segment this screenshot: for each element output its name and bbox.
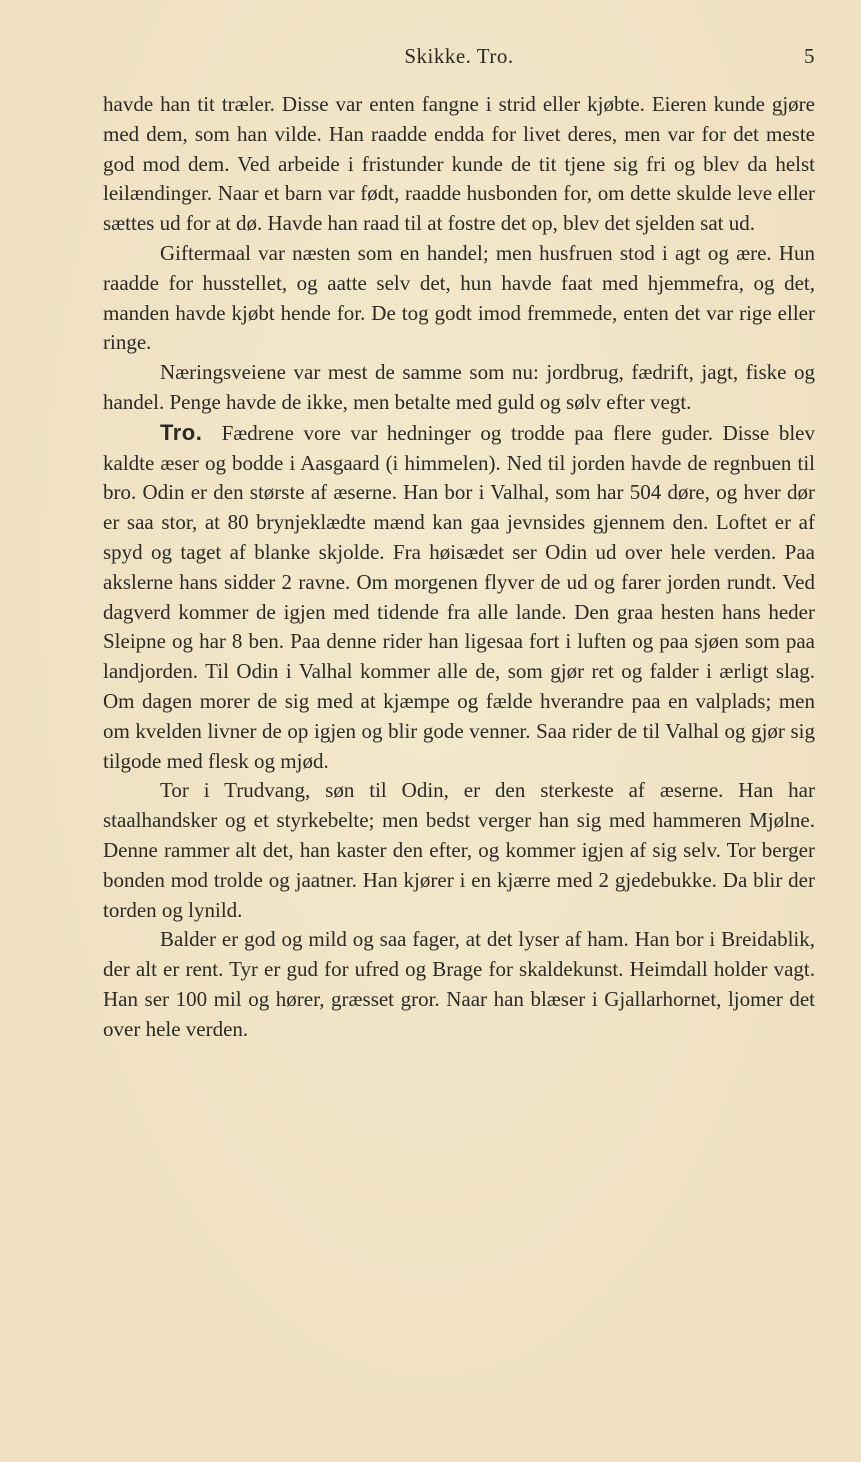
page-number: 5 bbox=[804, 44, 815, 68]
paragraph-livelihood: Næringsveiene var mest de samme som nu: jordbrug, fædrift, jagt, fiske og handel. Penge havde de ikke, men betalte med guld og sølv efter vegt. bbox=[103, 360, 815, 414]
paragraph-marriage: Giftermaal var næsten som en handel; men husfruen stod i agt og ære. Hun raadde for husstellet, og aatte selv det, hun havde faat med hjemmefra, og det, manden havde kjøbt hende for. De tog godt imod fremmede, enten det var rige eller ringe. bbox=[103, 240, 815, 355]
paragraph-faith-text: Fædrene vore var hedninger og trodde paa flere guder. Disse blev kaldte æser og bodde i Aasgaard (i himmelen). Ned til jorden havde de regnbuen til bro. Odin er den største af æserne. Han bor i Valhal, som har 504 døre, og hver dør er saa stor, at 80 brynjeklædte mænd kan gaa jevnsides gjennem den. Loftet er af spyd og taget af blanke skjolde. Fra høisædet ser Odin ud over hele verden. Paa akslerne hans sidder 2 ravne. Om morgenen flyver de ud og farer jorden rundt. Ved dagverd kommer de igjen med tidende fra alle lande. Den graa hesten hans heder Sleipne og har 8 ben. Paa denne rider han ligesaa fort i luften og paa sjøen som paa landjorden. Til Odin i Valhal kommer alle de, som gjør ret og falder i ærligt slag. Om dagen morer de sig med at kjæmpe og fælde hverandre paa en valplads; men om kvelden livner de op igjen og blir gode venner. Saa rider de til Valhal og gjør sig tilgode med flesk og mjød. bbox=[103, 420, 816, 773]
paragraph-thralls: havde han tit træler. Disse var enten fangne i strid eller kjøbte. Eieren kunde gjøre med dem, som han vilde. Han raadde endda for livet deres, men var for det meste god mod dem. Ved arbeide i fristunder kunde de tit tjene sig fri og blev da helst leilændinger. Naar et barn var født, raadde husbonden for, om dette skulde leve eller sættes ud for at dø. Havde han raad til at fostre det op, blev det sjelden sat ud. bbox=[103, 92, 815, 236]
paragraph-tor: Tor i Trudvang, søn til Odin, er den sterkeste af æserne. Han har staalhandsker og et styrkebelte; men bedst verger han sig med hammeren Mjølne. Denne rammer alt det, han kaster den efter, og kommer igjen af sig selv. Tor berger bonden mod trolde og jaatner. Han kjører i en kjærre med 2 gjedebukke. Da blir der torden og lynild. bbox=[103, 778, 815, 922]
paragraph-faith bbox=[103, 418, 815, 777]
running-title: Skikke. Tro. bbox=[404, 44, 514, 68]
page-header bbox=[103, 44, 815, 74]
section-heading-tro: Tro. bbox=[160, 419, 203, 445]
body-text bbox=[103, 90, 815, 1045]
paragraph-balder: Balder er god og mild og saa fager, at det lyser af ham. Han bor i Breidablik, der alt er rent. Tyr er gud for ufred og Brage for skaldekunst. Heimdall holder vagt. Han ser 100 mil og hører, græsset gror. Naar han blæser i Gjallarhornet, ljomer det over hele verden. bbox=[103, 927, 815, 1041]
